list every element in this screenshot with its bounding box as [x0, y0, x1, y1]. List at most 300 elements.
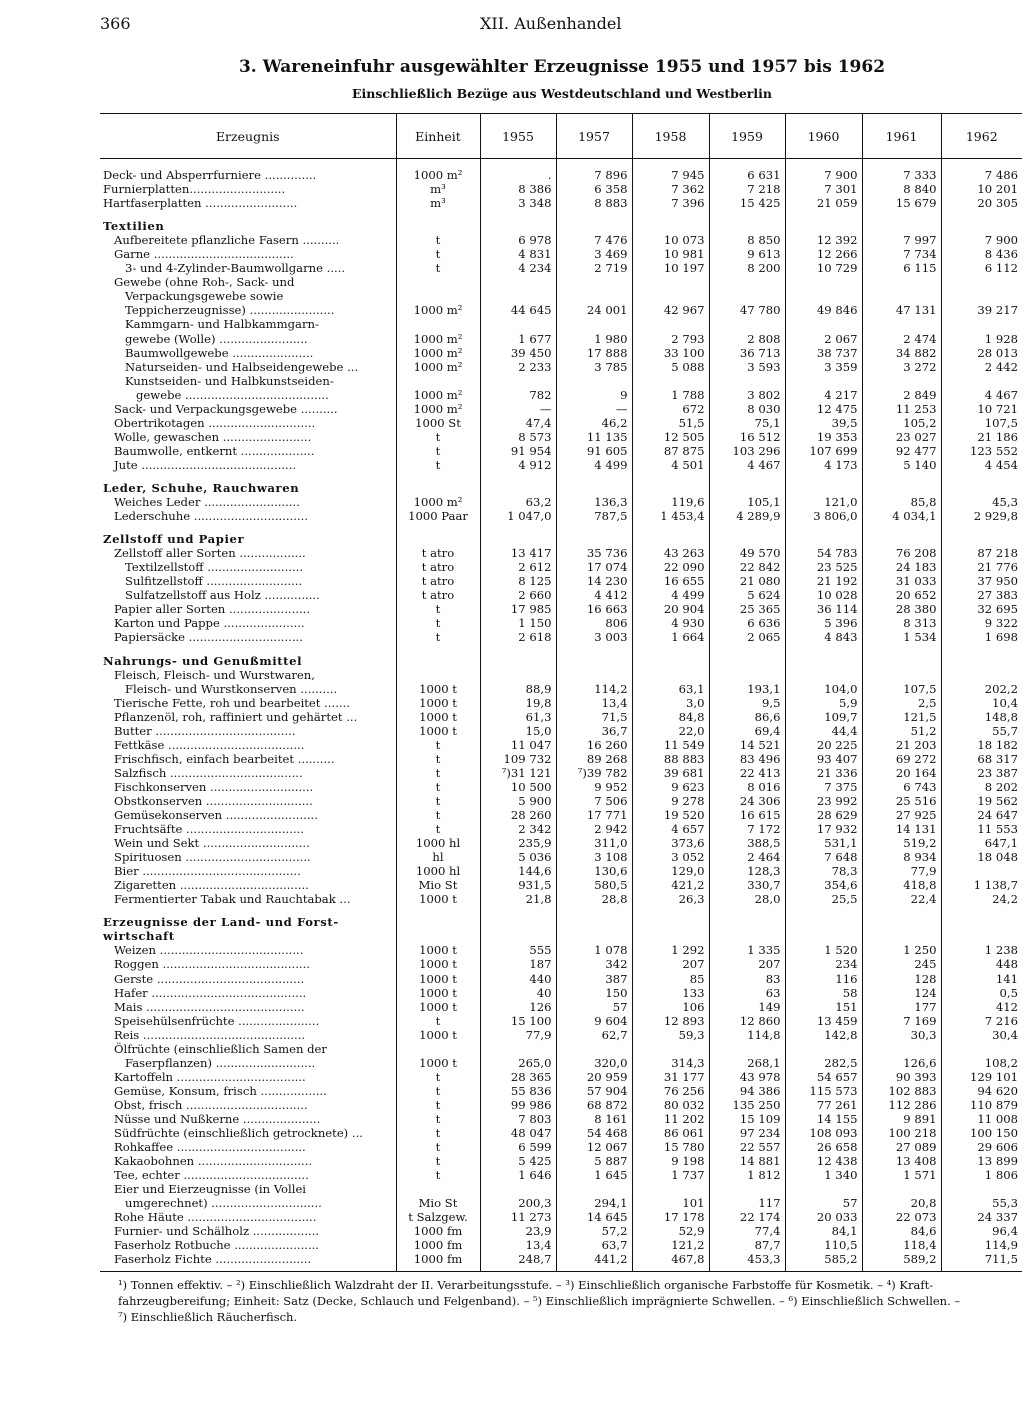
spacer-cell	[941, 906, 1022, 915]
table-row	[100, 458, 1022, 472]
value-cell: 8 883	[556, 196, 632, 210]
product-cell: Fermentierter Tabak und Rauchtabak ...	[114, 892, 351, 907]
value-cell: 1 664	[632, 630, 709, 644]
value-cell: 1 138,7	[941, 878, 1022, 892]
value-cell: 21 336	[785, 766, 862, 780]
table-row	[100, 710, 1022, 724]
value-cell	[941, 654, 1022, 668]
value-cell: 412	[941, 1000, 1022, 1014]
unit-cell: t	[396, 1098, 480, 1112]
value-cell: 24 001	[556, 303, 632, 317]
product-cell: Kammgarn- und Halbkammgarn-	[125, 317, 319, 332]
spacer-cell	[480, 210, 556, 219]
table-row	[100, 1000, 1022, 1014]
value-cell: 77,4	[709, 1224, 785, 1238]
value-cell: 4 454	[941, 458, 1022, 472]
value-cell: 54 468	[556, 1126, 632, 1140]
value-cell: 30,3	[862, 1028, 941, 1042]
value-cell: 21,8	[480, 892, 556, 906]
value-cell: 22 174	[709, 1210, 785, 1224]
value-cell: 9	[556, 388, 632, 402]
value-cell: 4 912	[480, 458, 556, 472]
unit-cell: t	[396, 1154, 480, 1168]
spacer-cell	[396, 210, 480, 219]
value-cell: 7 218	[709, 182, 785, 196]
spacer-cell	[480, 1267, 556, 1272]
value-cell: 35 736	[556, 546, 632, 560]
product-cell: Südfrüchte (einschließlich getrocknete) ...	[114, 1126, 363, 1141]
value-cell	[632, 668, 709, 682]
product-cell: Obertrikotagen .............................	[114, 415, 316, 430]
value-cell	[941, 864, 1022, 878]
value-cell: 11 253	[862, 402, 941, 416]
value-cell: 55,7	[941, 724, 1022, 738]
product-cell: Zigaretten ...................................	[114, 878, 309, 893]
value-cell: 2 067	[785, 332, 862, 346]
value-cell: 7 734	[862, 247, 941, 261]
value-cell: 2,5	[862, 696, 941, 710]
product-cell: Gewebe (ohne Roh-, Sack- und	[114, 275, 295, 290]
value-cell: 7 803	[480, 1112, 556, 1126]
value-cell: 17 932	[785, 822, 862, 836]
value-cell: 1 292	[632, 943, 709, 957]
value-cell: 77 261	[785, 1098, 862, 1112]
value-cell: 647,1	[941, 836, 1022, 850]
value-cell: 1 078	[556, 943, 632, 957]
footnote-line: ⁷) Einschließlich Räucherfisch.	[118, 1310, 298, 1324]
table-row	[100, 317, 1022, 331]
value-cell: 142,8	[785, 1028, 862, 1042]
value-cell: 10,4	[941, 696, 1022, 710]
value-cell: 76 256	[632, 1084, 709, 1098]
value-cell	[785, 668, 862, 682]
unit-cell: t	[396, 808, 480, 822]
value-cell: 1 534	[862, 630, 941, 644]
value-cell: 2 929,8	[941, 509, 1022, 523]
value-cell	[556, 915, 632, 929]
value-cell: 1 698	[941, 630, 1022, 644]
value-cell: 92 477	[862, 444, 941, 458]
value-cell: 1 645	[556, 1168, 632, 1182]
spacer-cell	[862, 210, 941, 219]
table-body	[100, 159, 1022, 1272]
spacer-cell	[941, 645, 1022, 654]
value-cell: 12 266	[785, 247, 862, 261]
value-cell: 77,9	[480, 1028, 556, 1042]
value-cell: 7 172	[709, 822, 785, 836]
value-cell: 20 959	[556, 1070, 632, 1084]
value-cell: 24 306	[709, 794, 785, 808]
category-row	[100, 929, 1022, 943]
table-row	[100, 332, 1022, 346]
value-cell	[556, 654, 632, 668]
value-cell	[785, 219, 862, 233]
value-cell: 15 780	[632, 1140, 709, 1154]
value-cell: 13,4	[480, 1238, 556, 1252]
value-cell: 42 967	[632, 303, 709, 317]
unit-cell: hl	[396, 850, 480, 864]
table-row	[100, 724, 1022, 738]
unit-cell	[396, 654, 480, 668]
value-cell: 112 286	[862, 1098, 941, 1112]
value-cell: 8 934	[862, 850, 941, 864]
product-cell: umgerechnet) ..............................	[125, 1196, 322, 1211]
value-cell: 16 663	[556, 602, 632, 616]
table-row	[100, 1238, 1022, 1252]
product-cell: Naturseiden- und Halbseidengewebe ...	[125, 359, 359, 374]
unit-cell: t	[396, 780, 480, 794]
value-cell: 4 034,1	[862, 509, 941, 523]
value-cell: 11 549	[632, 738, 709, 752]
value-cell: 63,2	[480, 495, 556, 509]
value-cell: 9 198	[632, 1154, 709, 1168]
unit-cell: 1000 t	[396, 1056, 480, 1070]
value-cell: 11 135	[556, 430, 632, 444]
value-cell: 12 860	[709, 1014, 785, 1028]
value-cell: 448	[941, 957, 1022, 971]
value-cell: 193,1	[709, 682, 785, 696]
value-cell: 7 216	[941, 1014, 1022, 1028]
value-cell	[709, 915, 785, 929]
value-cell: 580,5	[556, 878, 632, 892]
value-cell: 200,3	[480, 1196, 556, 1210]
unit-cell: 1000 St	[396, 416, 480, 430]
value-cell: 28 629	[785, 808, 862, 822]
table-row	[100, 1084, 1022, 1098]
value-cell: 16 655	[632, 574, 709, 588]
spacer-cell	[632, 1267, 709, 1272]
value-cell: 123 552	[941, 444, 1022, 458]
unit-cell: t	[396, 630, 480, 644]
value-cell: 14 230	[556, 574, 632, 588]
value-cell: 17 771	[556, 808, 632, 822]
product-cell: Gerste ........................................	[114, 971, 305, 986]
value-cell	[709, 481, 785, 495]
product-cell: Textilien	[103, 219, 165, 234]
table-row	[100, 388, 1022, 402]
value-cell: 84,8	[632, 710, 709, 724]
table-row	[100, 430, 1022, 444]
table-row	[100, 1056, 1022, 1070]
value-cell: 3 052	[632, 850, 709, 864]
value-cell	[862, 275, 941, 289]
spacer-cell	[480, 159, 556, 169]
value-cell: 3 593	[709, 360, 785, 374]
value-cell: 1 150	[480, 616, 556, 630]
value-cell: 107,5	[941, 416, 1022, 430]
value-cell	[862, 668, 941, 682]
unit-cell: t	[396, 1070, 480, 1084]
import-table	[100, 113, 1022, 1272]
value-cell: .	[480, 168, 556, 182]
value-cell: 106	[632, 1000, 709, 1014]
value-cell: 9,5	[709, 696, 785, 710]
value-cell	[709, 1042, 785, 1056]
value-cell: 453,3	[709, 1252, 785, 1266]
value-cell	[480, 915, 556, 929]
value-cell: 3 359	[785, 360, 862, 374]
value-cell	[709, 532, 785, 546]
table-row	[100, 602, 1022, 616]
unit-cell: t	[396, 1084, 480, 1098]
unit-cell	[396, 275, 480, 289]
unit-cell: 1000 t	[396, 957, 480, 971]
spacer-cell	[941, 210, 1022, 219]
table-row	[100, 588, 1022, 602]
value-cell: 7 945	[632, 168, 709, 182]
unit-cell: m³	[396, 196, 480, 210]
value-cell: 22,0	[632, 724, 709, 738]
value-cell: 15,0	[480, 724, 556, 738]
value-cell: 1 340	[785, 1168, 862, 1182]
product-cell: Wolle, gewaschen ........................	[114, 429, 312, 444]
value-cell: 6 631	[709, 168, 785, 182]
unit-cell: t	[396, 752, 480, 766]
value-cell: 32 695	[941, 602, 1022, 616]
value-cell: 38 737	[785, 346, 862, 360]
spacer-cell	[396, 906, 480, 915]
spacer-cell	[480, 906, 556, 915]
value-cell	[941, 1042, 1022, 1056]
table-row	[100, 233, 1022, 247]
value-cell: 245	[862, 957, 941, 971]
value-cell: 16 512	[709, 430, 785, 444]
unit-cell: 1000 t	[396, 892, 480, 906]
value-cell: 45,3	[941, 495, 1022, 509]
col-header-year: 1962	[941, 114, 1022, 159]
value-cell: 4 831	[480, 247, 556, 261]
footnote-line: ¹) Tonnen effektiv. – ²) Einschließlich Walzdraht der II. Verarbeitungsstufe. – ³) Einschließlich organische Farbstoffe für Kosmetik. – ⁴) Kraft-	[118, 1278, 934, 1292]
value-cell: 148,8	[941, 710, 1022, 724]
value-cell: 25 516	[862, 794, 941, 808]
product-cell: Deck- und Absperrfurniere ..............	[103, 168, 317, 182]
value-cell	[941, 289, 1022, 303]
value-cell	[862, 929, 941, 943]
value-cell: 23 027	[862, 430, 941, 444]
value-cell: 15 100	[480, 1014, 556, 1028]
value-cell: 26,3	[632, 892, 709, 906]
value-cell	[632, 929, 709, 943]
value-cell: 11 008	[941, 1112, 1022, 1126]
table-row	[100, 560, 1022, 574]
value-cell: 26 658	[785, 1140, 862, 1154]
value-cell	[632, 532, 709, 546]
unit-cell: 1000 m²	[396, 332, 480, 346]
value-cell: 28,8	[556, 892, 632, 906]
product-cell: Butter ......................................	[114, 723, 296, 738]
spacer-cell	[941, 472, 1022, 481]
unit-cell: 1000 m²	[396, 168, 480, 182]
value-cell: 57	[556, 1000, 632, 1014]
value-cell: 18 048	[941, 850, 1022, 864]
value-cell: 3 806,0	[785, 509, 862, 523]
value-cell	[556, 532, 632, 546]
table-row	[100, 247, 1022, 261]
value-cell: 467,8	[632, 1252, 709, 1266]
value-cell: 5 900	[480, 794, 556, 808]
value-cell: 2 719	[556, 261, 632, 275]
value-cell	[785, 1042, 862, 1056]
spacer-row	[100, 472, 1022, 481]
footnotes	[118, 1277, 1024, 1325]
value-cell: 121,5	[862, 710, 941, 724]
value-cell	[480, 1182, 556, 1196]
value-cell: 28 380	[862, 602, 941, 616]
spacer-cell	[785, 210, 862, 219]
product-cell: gewebe .......................................	[136, 387, 329, 402]
value-cell: 14 155	[785, 1112, 862, 1126]
table-row	[100, 794, 1022, 808]
value-cell: 6 636	[709, 616, 785, 630]
spacer-cell	[709, 645, 785, 654]
spacer-cell	[709, 1267, 785, 1272]
value-cell: 418,8	[862, 878, 941, 892]
value-cell	[941, 374, 1022, 388]
value-cell: 39 217	[941, 303, 1022, 317]
value-cell	[709, 289, 785, 303]
value-cell: 1 812	[709, 1168, 785, 1182]
table-row	[100, 1098, 1022, 1112]
col-header-year: 1957	[556, 114, 632, 159]
unit-cell	[396, 1182, 480, 1196]
value-cell: 136,3	[556, 495, 632, 509]
value-cell: 8 573	[480, 430, 556, 444]
value-cell: 80 032	[632, 1098, 709, 1112]
value-cell: 104,0	[785, 682, 862, 696]
spacer-cell	[862, 472, 941, 481]
value-cell: 20 033	[785, 1210, 862, 1224]
value-cell: 8 436	[941, 247, 1022, 261]
value-cell: 23,9	[480, 1224, 556, 1238]
value-cell: 4 501	[632, 458, 709, 472]
value-cell: 14 131	[862, 822, 941, 836]
value-cell: 2 808	[709, 332, 785, 346]
product-cell: Karton und Pappe ......................	[114, 616, 305, 631]
spacer-cell	[480, 523, 556, 532]
value-cell: 177	[862, 1000, 941, 1014]
value-cell	[480, 289, 556, 303]
product-cell: Rohkaffee ...................................	[114, 1140, 306, 1155]
value-cell: 13,4	[556, 696, 632, 710]
spacer-cell	[556, 523, 632, 532]
unit-cell	[396, 915, 480, 929]
value-cell: 31 033	[862, 574, 941, 588]
value-cell: 7 900	[785, 168, 862, 182]
table-row	[100, 1154, 1022, 1168]
value-cell	[941, 668, 1022, 682]
spacer-cell	[785, 472, 862, 481]
table-row	[100, 696, 1022, 710]
value-cell: 354,6	[785, 878, 862, 892]
value-cell: 71,5	[556, 710, 632, 724]
spacer-cell	[556, 906, 632, 915]
value-cell: 2 342	[480, 822, 556, 836]
value-cell: 135 250	[709, 1098, 785, 1112]
unit-cell: 1000 hl	[396, 836, 480, 850]
unit-cell: t	[396, 794, 480, 808]
value-cell	[709, 654, 785, 668]
col-header-unit: Einheit	[396, 114, 480, 159]
spacer-cell	[709, 906, 785, 915]
value-cell: 108 093	[785, 1126, 862, 1140]
value-cell: 4 289,9	[709, 509, 785, 523]
value-cell	[941, 915, 1022, 929]
value-cell: 13 408	[862, 1154, 941, 1168]
value-cell: 44 645	[480, 303, 556, 317]
value-cell: 87 875	[632, 444, 709, 458]
unit-cell: t	[396, 233, 480, 247]
value-cell: 20,8	[862, 1196, 941, 1210]
value-cell: 15 679	[862, 196, 941, 210]
table-row	[100, 986, 1022, 1000]
value-cell: 7 333	[862, 168, 941, 182]
value-cell: 88,9	[480, 682, 556, 696]
value-cell: ⁷)31 121	[480, 766, 556, 780]
value-cell: 116	[785, 972, 862, 986]
spacer-cell	[100, 159, 396, 169]
value-cell: 59,3	[632, 1028, 709, 1042]
table-row	[100, 808, 1022, 822]
value-cell: —	[480, 402, 556, 416]
value-cell: 235,9	[480, 836, 556, 850]
value-cell: 5 624	[709, 588, 785, 602]
spacer-cell	[709, 210, 785, 219]
unit-cell: Mio St	[396, 878, 480, 892]
col-header-product: Erzeugnis	[100, 114, 396, 159]
value-cell	[785, 915, 862, 929]
spacer-cell	[862, 906, 941, 915]
product-cell: Teppicherzeugnisse) .......................	[125, 303, 335, 318]
value-cell: 3 003	[556, 630, 632, 644]
product-cell: Fleisch, Fleisch- und Wurstwaren,	[114, 667, 315, 682]
unit-cell: t	[396, 1168, 480, 1182]
value-cell: 8 313	[862, 616, 941, 630]
value-cell: 9 278	[632, 794, 709, 808]
value-cell: 107 699	[785, 444, 862, 458]
product-cell: Rohe Häute ...................................	[114, 1210, 317, 1225]
value-cell	[632, 219, 709, 233]
unit-cell: 1000 t	[396, 1000, 480, 1014]
spacer-cell	[556, 645, 632, 654]
spacer-cell	[862, 1267, 941, 1272]
value-cell: 202,2	[941, 682, 1022, 696]
table-row	[100, 261, 1022, 275]
value-cell: 1 453,4	[632, 509, 709, 523]
value-cell: 121,2	[632, 1238, 709, 1252]
value-cell: 10 073	[632, 233, 709, 247]
value-cell: 3,0	[632, 696, 709, 710]
value-cell: 9 891	[862, 1112, 941, 1126]
value-cell	[556, 289, 632, 303]
table-row	[100, 892, 1022, 906]
value-cell: 9 613	[709, 247, 785, 261]
value-cell: 61,3	[480, 710, 556, 724]
col-header-year: 1958	[632, 114, 709, 159]
product-cell: Zellstoff aller Sorten ..................	[114, 546, 306, 561]
value-cell: 126,6	[862, 1056, 941, 1070]
value-cell: 9 604	[556, 1014, 632, 1028]
value-cell	[632, 654, 709, 668]
value-cell: 10 028	[785, 588, 862, 602]
table-row	[100, 1014, 1022, 1028]
value-cell: 248,7	[480, 1252, 556, 1266]
value-cell: 207	[632, 957, 709, 971]
value-cell	[862, 481, 941, 495]
value-cell	[480, 668, 556, 682]
value-cell: 3 272	[862, 360, 941, 374]
value-cell: 2 793	[632, 332, 709, 346]
value-cell	[480, 1042, 556, 1056]
